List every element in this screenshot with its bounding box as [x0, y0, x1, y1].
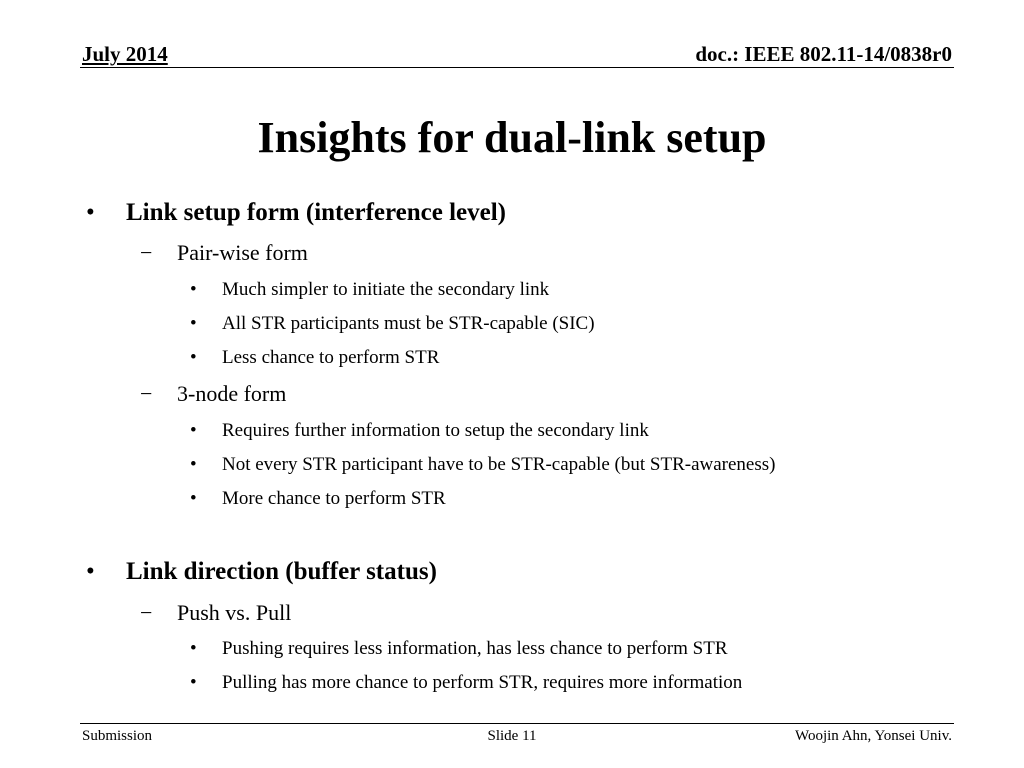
bullet-icon: •: [190, 279, 197, 300]
bullet-icon: •: [190, 488, 197, 509]
detail-text: All STR participants must be STR-capable (SIC): [222, 313, 595, 334]
detail-text: Not every STR participant have to be STR-capable (but STR-awareness): [222, 454, 776, 475]
footer-divider: [80, 723, 954, 724]
bullet-icon: •: [86, 558, 95, 585]
detail-item: [190, 279, 550, 301]
dash-icon: −: [140, 381, 153, 406]
bullet-item: [86, 558, 437, 586]
footer-slide-number: Slide 11: [487, 728, 537, 744]
sub-item: [140, 381, 287, 407]
sub-item: [140, 240, 308, 266]
detail-item: [190, 454, 776, 476]
detail-item: [190, 672, 743, 694]
bullet-text: Link setup form (interference level): [126, 199, 506, 226]
detail-text: Pulling has more chance to perform STR, requires more information: [222, 672, 743, 693]
detail-text: More chance to perform STR: [222, 488, 446, 509]
detail-item: [190, 313, 595, 335]
bullet-icon: •: [190, 638, 197, 659]
bullet-icon: •: [190, 672, 197, 693]
detail-text: Much simpler to initiate the secondary link: [222, 279, 550, 300]
slide-header-doc-id: doc.: IEEE 802.11-14/0838r0: [695, 42, 952, 66]
slide-title: Insights for dual-link setup: [257, 113, 767, 162]
footer-author: Woojin Ahn, Yonsei Univ.: [794, 728, 952, 744]
slide-header-date: July 2014: [82, 42, 168, 66]
detail-text: Pushing requires less information, has less chance to perform STR: [222, 638, 728, 659]
detail-item: [190, 488, 446, 510]
dash-icon: −: [140, 240, 153, 265]
detail-text: Less chance to perform STR: [222, 347, 440, 368]
detail-item: [190, 638, 728, 660]
detail-text: Requires further information to setup the secondary link: [222, 420, 649, 441]
bullet-text: Link direction (buffer status): [126, 558, 437, 585]
detail-item: [190, 347, 440, 369]
bullet-icon: •: [190, 347, 197, 368]
footer-submission: Submission: [82, 728, 153, 744]
sub-item-text: Pair-wise form: [177, 240, 308, 265]
bullet-icon: •: [190, 420, 197, 441]
sub-item: [140, 600, 292, 626]
sub-item-text: Push vs. Pull: [177, 600, 292, 625]
bullet-item: [86, 199, 506, 227]
dash-icon: −: [140, 600, 153, 625]
sub-item-text: 3-node form: [177, 381, 287, 406]
bullet-icon: •: [190, 313, 197, 334]
bullet-icon: •: [190, 454, 197, 475]
detail-item: [190, 420, 649, 442]
bullet-icon: •: [86, 199, 95, 226]
